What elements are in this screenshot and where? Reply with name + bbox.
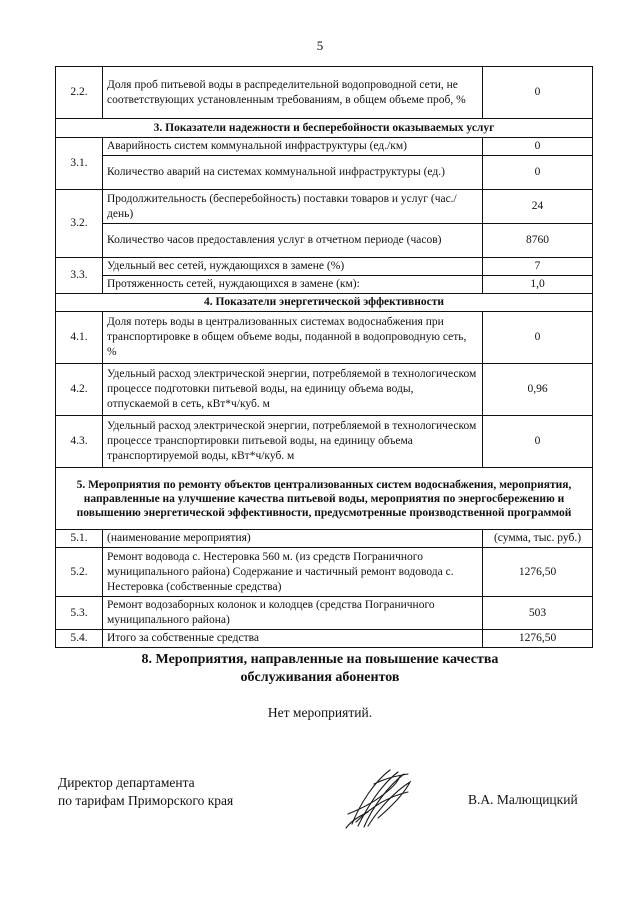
row-text: Ремонт водозаборных колонок и колодцев (средства Пограничного муниципального района) bbox=[103, 597, 483, 630]
row-text: Протяженность сетей, нуждающихся в замене (км): bbox=[103, 276, 483, 294]
signatory-position-line2: по тарифам Приморского края bbox=[58, 793, 234, 808]
table-subrow bbox=[56, 276, 593, 294]
table-row bbox=[56, 190, 593, 224]
section-header-row bbox=[56, 294, 593, 312]
section-5-title: 5. Мероприятия по ремонту объектов централизованных систем водоснабжения, мероприятия, направленные на улучшение качества питьевой воды, мероприятия по энергосбережению и повышению энергетической эффективности, предусмотренные производственной программой bbox=[56, 468, 593, 530]
row-number: 5.1. bbox=[56, 530, 103, 548]
row-value: 0,96 bbox=[483, 364, 593, 416]
row-number: 5.2. bbox=[56, 548, 103, 597]
row-number: 3.1. bbox=[56, 138, 103, 190]
table-row bbox=[56, 548, 593, 597]
table-row bbox=[56, 312, 593, 364]
section-header-row bbox=[56, 119, 593, 138]
signatory-position bbox=[58, 774, 233, 810]
section-8-title bbox=[0, 651, 640, 687]
row-value: 503 bbox=[483, 597, 593, 630]
row-value: 8760 bbox=[483, 224, 593, 258]
table-row bbox=[56, 416, 593, 468]
row-value: 0 bbox=[483, 312, 593, 364]
row-text: Количество часов предоставления услуг в отчетном периоде (часов) bbox=[103, 224, 483, 258]
page-number: 5 bbox=[316, 38, 324, 53]
row-number: 2.2. bbox=[56, 67, 103, 119]
row-value: 0 bbox=[483, 67, 593, 119]
row-number: 4.2. bbox=[56, 364, 103, 416]
row-number: 5.3. bbox=[56, 597, 103, 630]
table-subrow bbox=[56, 156, 593, 190]
section-3-title: 3. Показатели надежности и бесперебойности оказываемых услуг bbox=[56, 119, 593, 138]
section-header-row bbox=[56, 468, 593, 530]
row-text: Удельный расход электрической энергии, потребляемой в технологическом процессе транспортировки питьевой воды, на единицу объема транспортируемой воды, кВт*ч/куб. м bbox=[103, 416, 483, 468]
row-text: Доля потерь воды в централизованных системах водоснабжения при транспортировке в общем объеме воды, поданной в водопроводную сеть, % bbox=[103, 312, 483, 364]
signatory-position-line1: Директор департамента bbox=[58, 775, 195, 790]
row-text: Ремонт водовода с. Нестеровка 560 м. (из средств Пограничного муниципального района) Содержание и частичный ремонт водовода с. Нестеровка (собственные средства) bbox=[103, 548, 483, 597]
row-text: (наименование мероприятия) bbox=[103, 530, 483, 548]
table-row bbox=[56, 597, 593, 630]
no-events-note: Нет мероприятий. bbox=[267, 705, 373, 720]
row-number: 3.2. bbox=[56, 190, 103, 258]
row-value: 7 bbox=[483, 258, 593, 276]
section-4-title: 4. Показатели энергетической эффективности bbox=[56, 294, 593, 312]
table-row bbox=[56, 630, 593, 648]
row-value: 0 bbox=[483, 416, 593, 468]
row-value: 1276,50 bbox=[483, 548, 593, 597]
row-text: Продолжительность (бесперебойность) поставки товаров и услуг (час./день) bbox=[103, 190, 483, 224]
table-row bbox=[56, 364, 593, 416]
row-value: 0 bbox=[483, 138, 593, 156]
row-value: 1,0 bbox=[483, 276, 593, 294]
row-text: Удельный вес сетей, нуждающихся в замене (%) bbox=[103, 258, 483, 276]
row-number: 3.3. bbox=[56, 258, 103, 294]
table-row bbox=[56, 138, 593, 156]
table-row bbox=[56, 67, 593, 119]
row-number: 4.1. bbox=[56, 312, 103, 364]
row-number: 5.4. bbox=[56, 630, 103, 648]
section-8-title-line2: обслуживания абонентов bbox=[240, 670, 400, 685]
row-value: (сумма, тыс. руб.) bbox=[483, 530, 593, 548]
table-row bbox=[56, 258, 593, 276]
row-text: Количество аварий на системах коммунальной инфраструктуры (ед.) bbox=[103, 156, 483, 190]
table-row bbox=[56, 530, 593, 548]
row-text: Аварийность систем коммунальной инфраструктуры (ед./км) bbox=[103, 138, 483, 156]
section-8-title-line1: 8. Мероприятия, направленные на повышение качества bbox=[141, 652, 499, 667]
row-value: 1276,50 bbox=[483, 630, 593, 648]
row-text: Удельный расход электрической энергии, потребляемой в технологическом процессе подготовки питьевой воды, на единицу объема воды, отпускаемой в сеть, кВт*ч/куб. м bbox=[103, 364, 483, 416]
table-subrow bbox=[56, 224, 593, 258]
handwritten-signature bbox=[338, 764, 428, 834]
row-value: 24 bbox=[483, 190, 593, 224]
row-value: 0 bbox=[483, 156, 593, 190]
row-text: Итого за собственные средства bbox=[103, 630, 483, 648]
signatory-name: В.А. Малющицкий bbox=[468, 792, 578, 807]
row-number: 4.3. bbox=[56, 416, 103, 468]
indicators-table bbox=[55, 66, 593, 648]
row-text: Доля проб питьевой воды в распределительной водопроводной сети, не соответствующих установленным требованиям, в общем объеме проб, % bbox=[103, 67, 483, 119]
